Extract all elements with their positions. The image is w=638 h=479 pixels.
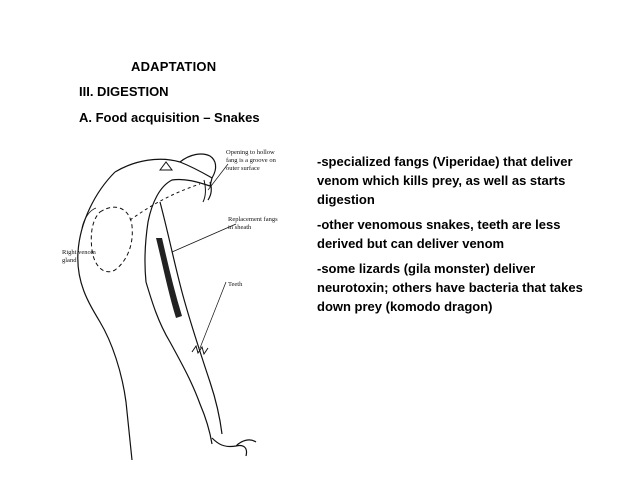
- label-teeth: Teeth: [228, 281, 243, 288]
- svg-text:gland: [62, 257, 77, 264]
- label-opening-3: outer surface: [226, 165, 260, 172]
- venom-duct: [130, 184, 200, 220]
- bullet-list: [317, 152, 602, 322]
- head-back-outline: [78, 172, 132, 460]
- svg-text:fang is a groove on: [226, 157, 277, 164]
- svg-text:Teeth: [228, 281, 243, 288]
- eye: [160, 162, 172, 170]
- label-opening-1: Opening to hollow: [226, 149, 275, 156]
- label-replacement-1: Replacement fangs: [228, 216, 278, 223]
- svg-text:Replacement fangs: [228, 216, 278, 223]
- svg-text:Opening to hollow: [226, 149, 275, 156]
- svg-text:outer surface: [226, 165, 260, 172]
- svg-text:Right venom: [62, 249, 96, 256]
- fang: [208, 182, 211, 200]
- label-gland-1: Right venom: [62, 249, 96, 256]
- snout-outline: [180, 154, 216, 178]
- bullet-other-snakes: -other venomous snakes, teeth are less derived but can deliver venom: [317, 217, 561, 251]
- subsection-heading: A. Food acquisition – Snakes: [79, 110, 260, 125]
- svg-text:in sheath: [228, 224, 252, 231]
- bullet-lizards: -some lizards (gila monster) deliver neurotoxin; others have bacteria that takes down prey (komodo dragon): [317, 261, 583, 314]
- snake-head-illustration: [60, 142, 320, 462]
- bullet-fangs: -specialized fangs (Viperidae) that deliver venom which kills prey, as well as starts digestion: [317, 154, 573, 207]
- section-heading: III. DIGESTION: [79, 84, 169, 99]
- tongue: [212, 438, 256, 456]
- slide-title: ADAPTATION: [131, 59, 217, 74]
- label-gland-2: gland: [62, 257, 77, 264]
- label-replacement-2: in sheath: [228, 224, 252, 231]
- venom-gland: [91, 207, 132, 272]
- label-opening-2: fang is a groove on: [226, 157, 276, 164]
